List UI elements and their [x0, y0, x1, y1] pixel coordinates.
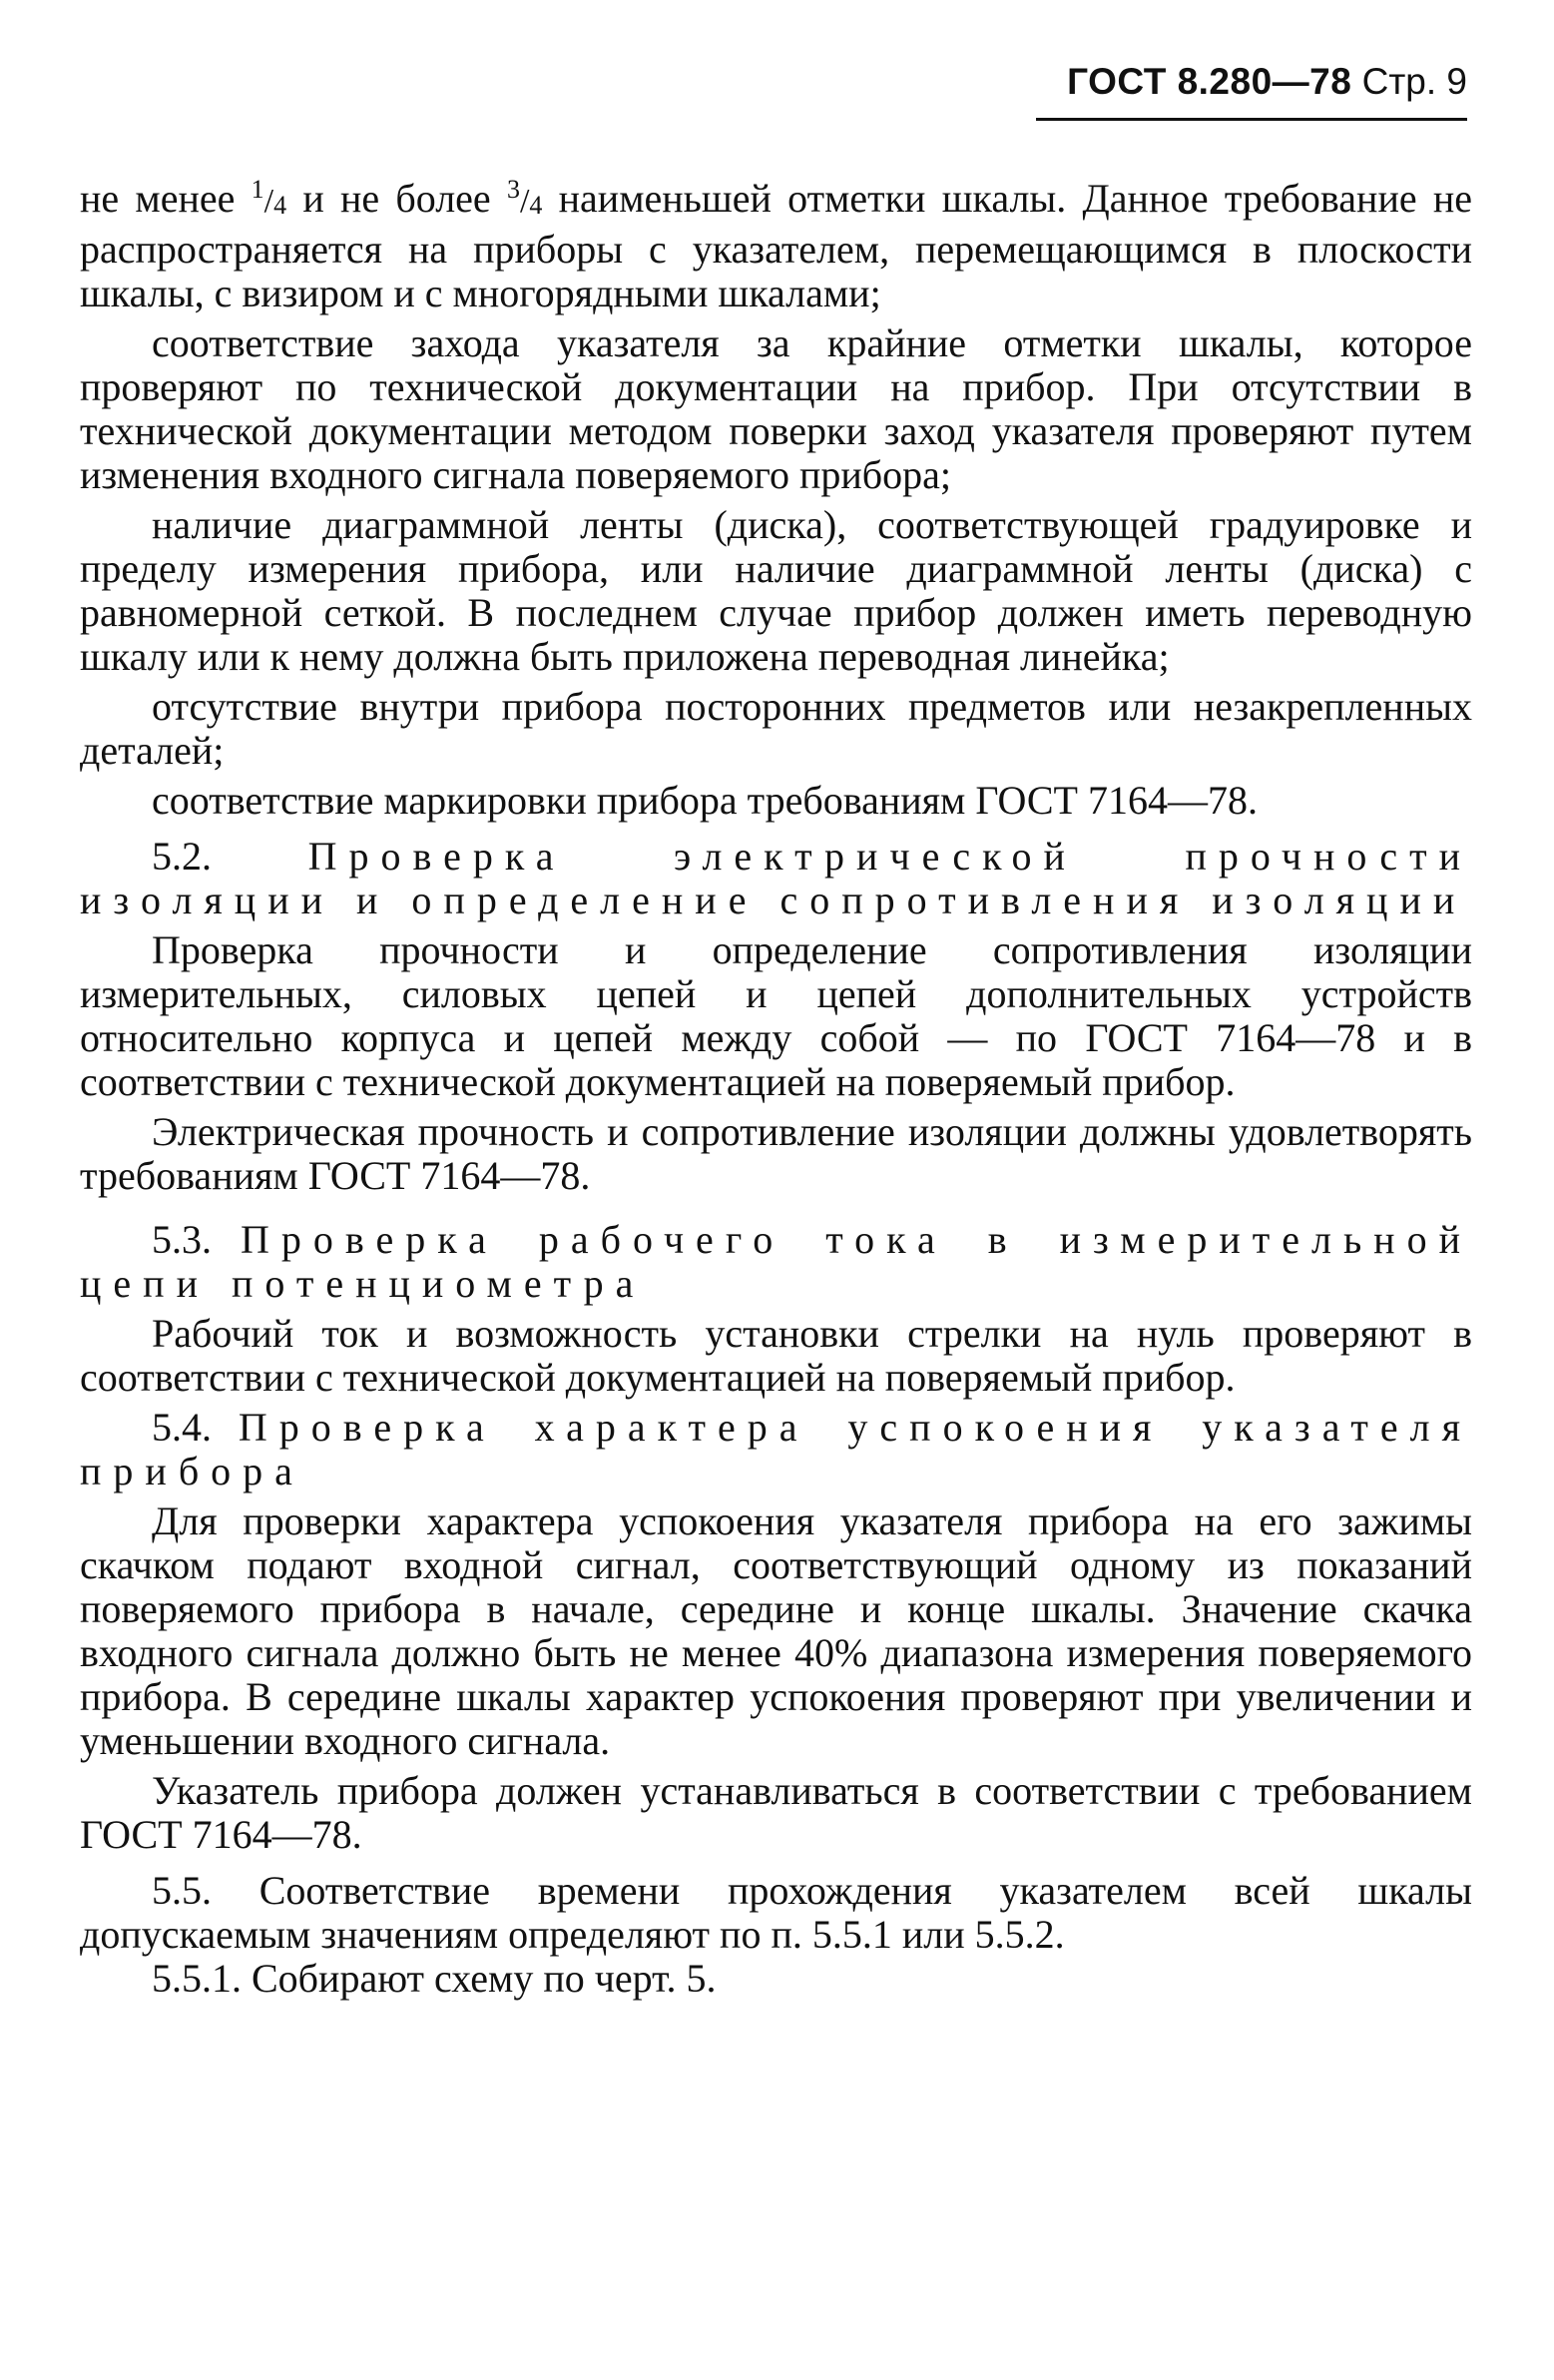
text-fragment: не менее — [80, 176, 252, 221]
section-title: Проверка характера успокоения указателя прибора — [80, 1405, 1472, 1493]
body-text — [80, 168, 1472, 2001]
paragraph-working-current: Рабочий ток и возможность установки стрелки на нуль проверяют в соответствии с технической документацией на поверяемый прибор. — [80, 1311, 1472, 1400]
paragraph-traverse-time: 5.5. Соответствие времени прохождения указателем всей шкалы допускаемым значениям определяют по п. 5.5.1 или 5.5.2. — [80, 1868, 1472, 1957]
text-fragment: и не более — [286, 176, 507, 221]
fraction-three-quarters: $^3$/4 — [506, 175, 543, 220]
paragraph-pointer-overtravel: соответствие захода указателя за крайние отметки шкалы, которое проверяют по технической документации на прибор. При отсутствии в технической документации методом поверки заход указателя проверяют путем изменения входного сигнала поверяемого прибора; — [80, 320, 1472, 497]
section-title: Проверка электрической прочности изоляции и определение сопротивления изоляции — [80, 834, 1473, 922]
section-number: 5.3. — [152, 1217, 212, 1262]
fraction-denominator: 4 — [529, 191, 543, 220]
standard-number: ГОСТ 8.280—78 — [1067, 61, 1352, 102]
fraction-denominator: 4 — [273, 191, 287, 220]
section-5-2-heading — [80, 835, 1472, 922]
paragraph-chart-tape: наличие диаграммной ленты (диска), соответствующей градуировке и пределу измерения прибора, или наличие диаграммной ленты (диска) с равномерной сеткой. В последнем случае прибор должен иметь переводную шкалу или к нему должна быть приложена переводная линейка; — [80, 502, 1472, 679]
section-5-4-heading — [80, 1406, 1472, 1493]
fraction-numerator: 3 — [506, 175, 520, 204]
paragraph-damping-check: Для проверки характера успокоения указателя прибора на его зажимы скачком подают входной сигнал, соответствующий одному из показаний поверяемого прибора в начале, середине и конце шкалы. Значение скачка входного сигнала должно быть не менее 40% диапазона измерения поверяемого прибора. В середине шкалы характер успокоения проверяют при увеличении и уменьшении входного сигнала. — [80, 1498, 1472, 1763]
paragraph-foreign-objects: отсутствие внутри прибора посторонних предметов или незакрепленных деталей; — [80, 684, 1472, 773]
text-fragment: наименьшей отметки шкалы. Данное требование не распространяется на приборы с указателем, перемещающимся в плоскости шкалы, с визиром и с многорядными шкалами; — [80, 176, 1473, 315]
page-header — [1028, 60, 1467, 130]
paragraph-insulation-check: Проверка прочности и определение сопротивления изоляции измерительных, силовых цепей и цепей дополнительных устройств относительно корпуса и цепей между собой — по ГОСТ 7164—78 и в соответствии с технической документацией на поверяемый прибор. — [80, 927, 1472, 1104]
fraction-numerator: 1 — [251, 175, 264, 204]
section-5-3-heading — [80, 1218, 1472, 1306]
header-rule — [1036, 118, 1467, 121]
paragraph-pointer-settling: Указатель прибора должен устанавливаться в соответствии с требованием ГОСТ 7164—78. — [80, 1768, 1472, 1857]
page-number: Стр. 9 — [1361, 61, 1467, 102]
section-number: 5.2. — [152, 834, 212, 879]
header-text — [1067, 60, 1467, 104]
paragraph-scale-marks — [80, 168, 1472, 315]
paragraph-assemble-circuit: 5.5.1. Собирают схему по черт. 5. — [152, 1956, 717, 2001]
section-number: 5.4. — [152, 1405, 212, 1450]
fraction-one-quarter: $^1$/4 — [251, 175, 287, 220]
paragraph-insulation-requirements: Электрическая прочность и сопротивление изоляции должны удовлетворять требованиям ГОСТ 7164—78. — [80, 1109, 1472, 1198]
section-title: Проверка рабочего тока в измерительной цепи потенциометра — [80, 1217, 1472, 1306]
paragraph-marking: соответствие маркировки прибора требованиям ГОСТ 7164—78. — [152, 778, 1258, 823]
